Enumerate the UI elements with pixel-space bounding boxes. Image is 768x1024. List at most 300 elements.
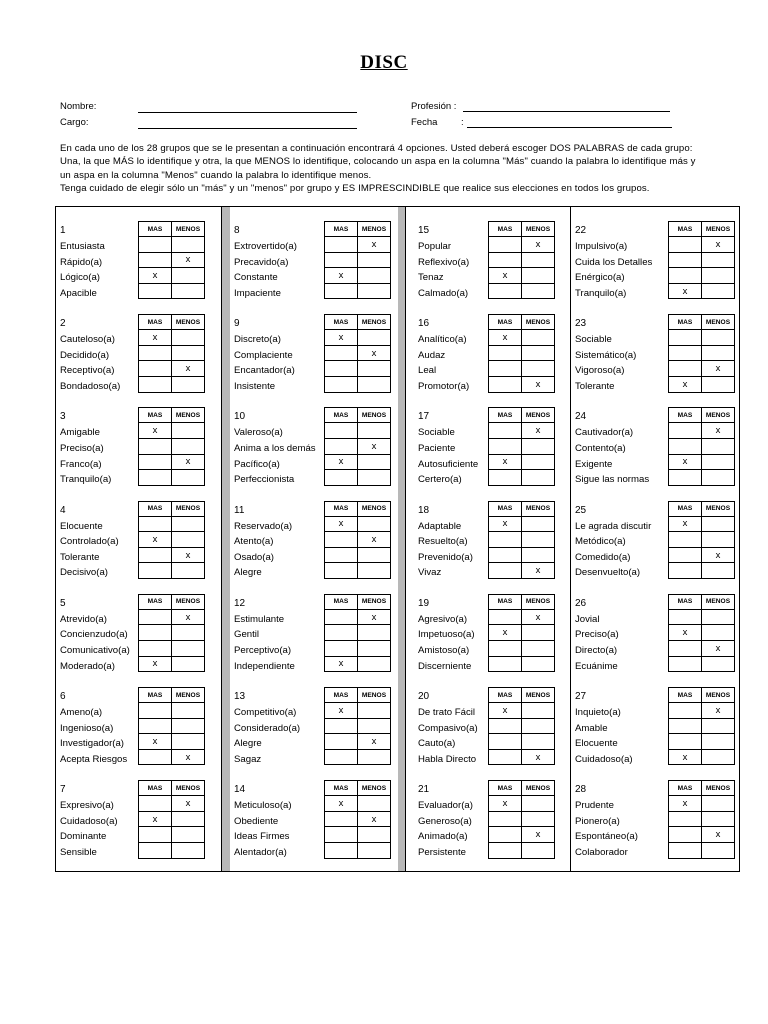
menos-checkbox[interactable]: x — [522, 827, 555, 843]
menos-checkbox[interactable]: x — [358, 532, 391, 548]
fecha-field[interactable] — [467, 127, 672, 128]
group-word: Lógico(a) — [60, 272, 100, 284]
menos-checkbox[interactable] — [522, 640, 555, 656]
group-word: Rápido(a) — [60, 256, 103, 268]
menos-checkbox[interactable]: x — [172, 749, 205, 765]
menos-checkbox[interactable] — [358, 718, 391, 734]
profesion-field[interactable] — [463, 111, 670, 112]
mas-checkbox[interactable] — [669, 703, 702, 719]
group-word: Tolerante — [60, 551, 100, 563]
menos-checkbox[interactable] — [522, 734, 555, 750]
menos-checkbox[interactable] — [522, 718, 555, 734]
menos-checkbox[interactable] — [172, 842, 205, 858]
answer-table — [488, 501, 555, 579]
menos-checkbox[interactable] — [172, 625, 205, 641]
mas-checkbox[interactable] — [139, 563, 172, 579]
menos-checkbox[interactable] — [172, 438, 205, 454]
mas-checkbox[interactable] — [489, 237, 522, 253]
group-word: Dominante — [60, 831, 107, 843]
mas-checkbox[interactable] — [139, 283, 172, 299]
menos-checkbox[interactable] — [702, 454, 735, 470]
mas-checkbox[interactable] — [325, 345, 358, 361]
mas-checkbox[interactable] — [139, 470, 172, 486]
mas-header: MAS — [669, 501, 702, 516]
menos-checkbox[interactable] — [172, 563, 205, 579]
mas-checkbox[interactable] — [489, 656, 522, 672]
menos-checkbox[interactable] — [358, 640, 391, 656]
menos-checkbox[interactable] — [702, 625, 735, 641]
mas-checkbox[interactable] — [669, 361, 702, 377]
menos-checkbox[interactable] — [172, 376, 205, 392]
mas-checkbox[interactable] — [325, 532, 358, 548]
mas-checkbox[interactable] — [325, 563, 358, 579]
menos-checkbox[interactable]: x — [702, 640, 735, 656]
mas-header: MAS — [489, 222, 522, 237]
menos-checkbox[interactable] — [522, 470, 555, 486]
group-word: Metódico(a) — [575, 536, 626, 548]
mas-checkbox[interactable] — [489, 563, 522, 579]
mas-header: MAS — [139, 408, 172, 423]
group-word: Expresivo(a) — [60, 800, 114, 812]
menos-checkbox[interactable] — [702, 532, 735, 548]
menos-checkbox[interactable] — [522, 842, 555, 858]
mas-checkbox[interactable]: x — [139, 268, 172, 284]
menos-checkbox[interactable] — [358, 470, 391, 486]
menos-checkbox[interactable] — [172, 268, 205, 284]
mas-checkbox[interactable] — [139, 252, 172, 268]
group-word: Ameno(a) — [60, 707, 103, 718]
menos-checkbox[interactable] — [702, 656, 735, 672]
menos-header: MENOS — [702, 315, 735, 330]
menos-checkbox[interactable] — [522, 345, 555, 361]
mas-checkbox[interactable] — [139, 237, 172, 253]
mas-checkbox[interactable] — [489, 470, 522, 486]
menos-checkbox[interactable] — [702, 268, 735, 284]
group-word: Cuidadoso(a) — [575, 753, 633, 765]
mas-checkbox[interactable]: x — [489, 454, 522, 470]
mas-checkbox[interactable]: x — [139, 330, 172, 346]
mas-checkbox[interactable] — [669, 470, 702, 486]
group-word: Competitivo(a) — [234, 707, 297, 718]
menos-checkbox[interactable] — [172, 330, 205, 346]
menos-checkbox[interactable]: x — [358, 438, 391, 454]
mas-checkbox[interactable] — [489, 842, 522, 858]
mas-checkbox[interactable] — [139, 640, 172, 656]
cargo-field[interactable] — [138, 128, 357, 129]
mas-checkbox[interactable] — [325, 842, 358, 858]
group-word: Valeroso(a) — [234, 427, 283, 439]
mas-checkbox[interactable]: x — [489, 625, 522, 641]
menos-checkbox[interactable] — [522, 454, 555, 470]
group-word: Encantador(a) — [234, 365, 295, 377]
group-word: Prudente — [575, 800, 614, 812]
mas-checkbox[interactable]: x — [325, 656, 358, 672]
group-word: Cuidadoso(a) — [60, 815, 118, 827]
menos-checkbox[interactable]: x — [702, 827, 735, 843]
mas-checkbox[interactable] — [139, 703, 172, 719]
menos-checkbox[interactable]: x — [358, 609, 391, 625]
word-group — [230, 207, 405, 300]
mas-checkbox[interactable] — [489, 532, 522, 548]
mas-header: MAS — [489, 315, 522, 330]
mas-checkbox[interactable] — [139, 718, 172, 734]
menos-checkbox[interactable]: x — [358, 237, 391, 253]
page-title: DISC — [360, 52, 408, 73]
group-word: Pionero(a) — [575, 815, 620, 827]
mas-checkbox[interactable] — [139, 345, 172, 361]
menos-checkbox[interactable] — [702, 283, 735, 299]
mas-checkbox[interactable] — [489, 438, 522, 454]
menos-checkbox[interactable] — [522, 438, 555, 454]
mas-checkbox[interactable] — [489, 640, 522, 656]
menos-checkbox[interactable] — [522, 547, 555, 563]
menos-checkbox[interactable] — [702, 330, 735, 346]
menos-checkbox[interactable] — [702, 842, 735, 858]
mas-checkbox[interactable]: x — [489, 516, 522, 532]
menos-checkbox[interactable] — [172, 703, 205, 719]
group-number: 24 — [575, 411, 587, 423]
mas-checkbox[interactable] — [325, 547, 358, 563]
mas-checkbox[interactable] — [669, 656, 702, 672]
group-word: Atento(a) — [234, 536, 274, 548]
group-number: 27 — [575, 691, 587, 702]
menos-checkbox[interactable] — [702, 438, 735, 454]
word-group — [230, 393, 405, 486]
mas-checkbox[interactable] — [489, 827, 522, 843]
mas-header: MAS — [325, 315, 358, 330]
menos-checkbox[interactable] — [358, 330, 391, 346]
word-group — [571, 207, 741, 300]
mas-checkbox[interactable] — [325, 470, 358, 486]
menos-checkbox[interactable] — [522, 796, 555, 812]
mas-checkbox[interactable]: x — [669, 376, 702, 392]
menos-checkbox[interactable]: x — [172, 609, 205, 625]
menos-checkbox[interactable] — [172, 656, 205, 672]
mas-checkbox[interactable]: x — [139, 656, 172, 672]
menos-checkbox[interactable] — [522, 532, 555, 548]
mas-checkbox[interactable]: x — [139, 532, 172, 548]
menos-checkbox[interactable] — [172, 283, 205, 299]
menos-checkbox[interactable] — [358, 842, 391, 858]
menos-checkbox[interactable]: x — [522, 237, 555, 253]
mas-checkbox[interactable] — [669, 563, 702, 579]
mas-checkbox[interactable] — [489, 361, 522, 377]
mas-header: MAS — [139, 222, 172, 237]
menos-checkbox[interactable] — [522, 252, 555, 268]
menos-checkbox[interactable] — [358, 749, 391, 765]
mas-checkbox[interactable] — [669, 547, 702, 563]
menos-checkbox[interactable]: x — [702, 703, 735, 719]
menos-checkbox[interactable] — [358, 563, 391, 579]
mas-header: MAS — [669, 688, 702, 703]
menos-checkbox[interactable]: x — [172, 547, 205, 563]
mas-checkbox[interactable] — [489, 811, 522, 827]
mas-checkbox[interactable] — [489, 345, 522, 361]
menos-checkbox[interactable]: x — [522, 609, 555, 625]
mas-checkbox[interactable] — [669, 532, 702, 548]
menos-header: MENOS — [358, 501, 391, 516]
menos-checkbox[interactable] — [702, 516, 735, 532]
answer-table — [324, 314, 391, 392]
menos-checkbox[interactable]: x — [522, 563, 555, 579]
mas-checkbox[interactable] — [489, 283, 522, 299]
menos-checkbox[interactable]: x — [172, 796, 205, 812]
fecha-colon: : — [461, 117, 464, 128]
group-word: Osado(a) — [234, 551, 274, 563]
menos-checkbox[interactable] — [172, 532, 205, 548]
mas-checkbox[interactable] — [325, 252, 358, 268]
mas-checkbox[interactable] — [489, 749, 522, 765]
mas-checkbox[interactable] — [669, 423, 702, 439]
mas-checkbox[interactable] — [325, 283, 358, 299]
menos-checkbox[interactable] — [522, 268, 555, 284]
menos-checkbox[interactable] — [358, 547, 391, 563]
group-word: Vivaz — [418, 567, 442, 579]
menos-header: MENOS — [358, 594, 391, 609]
group-word: Colaborador — [575, 846, 628, 858]
menos-checkbox[interactable] — [172, 827, 205, 843]
mas-checkbox[interactable] — [325, 361, 358, 377]
mas-checkbox[interactable] — [325, 376, 358, 392]
mas-checkbox[interactable]: x — [139, 811, 172, 827]
mas-checkbox[interactable] — [489, 423, 522, 439]
menos-checkbox[interactable] — [358, 268, 391, 284]
mas-checkbox[interactable] — [139, 516, 172, 532]
menos-header: MENOS — [522, 688, 555, 703]
group-word: Meticuloso(a) — [234, 800, 292, 812]
mas-checkbox[interactable]: x — [325, 796, 358, 812]
mas-checkbox[interactable]: x — [325, 330, 358, 346]
group-number: 18 — [418, 504, 430, 516]
mas-checkbox[interactable] — [139, 438, 172, 454]
menos-checkbox[interactable] — [172, 470, 205, 486]
menos-checkbox[interactable]: x — [172, 361, 205, 377]
mas-checkbox[interactable]: x — [669, 625, 702, 641]
mas-checkbox[interactable]: x — [139, 423, 172, 439]
mas-checkbox[interactable] — [325, 640, 358, 656]
mas-checkbox[interactable] — [325, 718, 358, 734]
group-column — [414, 207, 571, 871]
word-group — [230, 673, 405, 766]
mas-header: MAS — [139, 688, 172, 703]
mas-checkbox[interactable]: x — [669, 516, 702, 532]
menos-checkbox[interactable]: x — [702, 423, 735, 439]
word-group — [571, 300, 741, 393]
menos-checkbox[interactable] — [702, 718, 735, 734]
menos-checkbox[interactable] — [172, 345, 205, 361]
answer-table — [324, 780, 391, 858]
mas-checkbox[interactable] — [139, 827, 172, 843]
menos-checkbox[interactable] — [702, 796, 735, 812]
menos-checkbox[interactable]: x — [172, 454, 205, 470]
menos-checkbox[interactable]: x — [358, 345, 391, 361]
group-column — [571, 207, 741, 871]
menos-checkbox[interactable] — [358, 376, 391, 392]
mas-checkbox[interactable] — [669, 252, 702, 268]
menos-checkbox[interactable] — [172, 734, 205, 750]
answer-table — [488, 780, 555, 858]
menos-checkbox[interactable] — [522, 283, 555, 299]
mas-checkbox[interactable] — [139, 625, 172, 641]
menos-header: MENOS — [172, 781, 205, 796]
menos-checkbox[interactable] — [358, 283, 391, 299]
menos-checkbox[interactable] — [358, 796, 391, 812]
group-word: Tolerante — [575, 380, 615, 392]
mas-checkbox[interactable] — [669, 842, 702, 858]
mas-checkbox[interactable] — [669, 640, 702, 656]
menos-checkbox[interactable]: x — [172, 252, 205, 268]
mas-checkbox[interactable] — [139, 749, 172, 765]
mas-header: MAS — [139, 781, 172, 796]
mas-checkbox[interactable] — [489, 718, 522, 734]
menos-checkbox[interactable] — [702, 734, 735, 750]
mas-checkbox[interactable] — [139, 454, 172, 470]
mas-checkbox[interactable] — [669, 438, 702, 454]
answer-table — [488, 407, 555, 485]
menos-header: MENOS — [522, 781, 555, 796]
group-word: Estimulante — [234, 613, 285, 625]
mas-checkbox[interactable] — [325, 438, 358, 454]
menos-checkbox[interactable] — [172, 237, 205, 253]
mas-checkbox[interactable] — [325, 423, 358, 439]
menos-checkbox[interactable] — [522, 811, 555, 827]
word-group — [414, 766, 570, 859]
menos-checkbox[interactable] — [358, 361, 391, 377]
mas-checkbox[interactable] — [325, 811, 358, 827]
mas-checkbox[interactable] — [325, 827, 358, 843]
menos-checkbox[interactable] — [522, 516, 555, 532]
group-word: Tranquilo(a) — [575, 287, 627, 299]
menos-checkbox[interactable] — [358, 703, 391, 719]
menos-checkbox[interactable] — [358, 252, 391, 268]
mas-checkbox[interactable] — [669, 734, 702, 750]
group-word: Leal — [418, 365, 437, 377]
mas-checkbox[interactable]: x — [325, 516, 358, 532]
mas-checkbox[interactable] — [139, 376, 172, 392]
menos-checkbox[interactable]: x — [358, 734, 391, 750]
mas-checkbox[interactable] — [325, 625, 358, 641]
menos-checkbox[interactable] — [522, 361, 555, 377]
group-number: 21 — [418, 784, 430, 796]
mas-checkbox[interactable] — [669, 268, 702, 284]
group-word: Investigador(a) — [60, 738, 124, 750]
menos-checkbox[interactable] — [172, 718, 205, 734]
menos-checkbox[interactable] — [358, 625, 391, 641]
mas-checkbox[interactable] — [325, 749, 358, 765]
menos-checkbox[interactable] — [702, 252, 735, 268]
menos-checkbox[interactable] — [522, 656, 555, 672]
mas-header: MAS — [669, 222, 702, 237]
mas-checkbox[interactable] — [489, 609, 522, 625]
menos-checkbox[interactable] — [172, 516, 205, 532]
mas-checkbox[interactable] — [669, 609, 702, 625]
mas-checkbox[interactable] — [669, 330, 702, 346]
mas-checkbox[interactable] — [669, 237, 702, 253]
menos-checkbox[interactable] — [702, 470, 735, 486]
menos-checkbox[interactable] — [172, 640, 205, 656]
mas-checkbox[interactable]: x — [325, 454, 358, 470]
menos-checkbox[interactable] — [358, 454, 391, 470]
group-word: Discerniente — [418, 660, 472, 672]
menos-checkbox[interactable] — [702, 376, 735, 392]
mas-checkbox[interactable]: x — [489, 330, 522, 346]
mas-checkbox[interactable]: x — [139, 734, 172, 750]
word-group — [414, 673, 570, 766]
mas-checkbox[interactable]: x — [669, 749, 702, 765]
word-group — [56, 300, 221, 393]
mas-checkbox[interactable] — [669, 811, 702, 827]
menos-checkbox[interactable] — [358, 423, 391, 439]
mas-checkbox[interactable] — [325, 609, 358, 625]
menos-checkbox[interactable] — [702, 609, 735, 625]
menos-checkbox[interactable]: x — [702, 237, 735, 253]
menos-checkbox[interactable] — [702, 811, 735, 827]
menos-checkbox[interactable] — [358, 516, 391, 532]
mas-checkbox[interactable] — [489, 734, 522, 750]
mas-checkbox[interactable] — [325, 237, 358, 253]
group-word: Obediente — [234, 815, 279, 827]
mas-checkbox[interactable]: x — [325, 703, 358, 719]
mas-checkbox[interactable]: x — [489, 796, 522, 812]
mas-checkbox[interactable] — [669, 718, 702, 734]
mas-checkbox[interactable] — [139, 361, 172, 377]
menos-checkbox[interactable] — [522, 330, 555, 346]
menos-checkbox[interactable] — [358, 827, 391, 843]
mas-checkbox[interactable] — [669, 827, 702, 843]
mas-checkbox[interactable]: x — [669, 796, 702, 812]
mas-checkbox[interactable] — [139, 547, 172, 563]
menos-checkbox[interactable] — [172, 811, 205, 827]
answer-table — [138, 594, 205, 672]
mas-checkbox[interactable]: x — [489, 703, 522, 719]
word-group — [414, 207, 570, 300]
answer-table — [138, 687, 205, 765]
menos-checkbox[interactable] — [358, 656, 391, 672]
mas-checkbox[interactable] — [669, 345, 702, 361]
group-number: 10 — [234, 411, 246, 423]
menos-checkbox[interactable] — [522, 703, 555, 719]
menos-checkbox[interactable] — [522, 625, 555, 641]
menos-checkbox[interactable]: x — [702, 547, 735, 563]
mas-checkbox[interactable]: x — [669, 454, 702, 470]
menos-checkbox[interactable] — [702, 345, 735, 361]
menos-checkbox[interactable]: x — [358, 811, 391, 827]
mas-checkbox[interactable]: x — [669, 283, 702, 299]
nombre-field[interactable] — [138, 112, 357, 113]
menos-checkbox[interactable] — [172, 423, 205, 439]
mas-checkbox[interactable] — [139, 609, 172, 625]
group-number: 5 — [60, 597, 66, 609]
menos-checkbox[interactable]: x — [522, 423, 555, 439]
menos-header: MENOS — [522, 408, 555, 423]
mas-checkbox[interactable] — [139, 842, 172, 858]
group-word: Analítico(a) — [418, 334, 467, 346]
mas-checkbox[interactable]: x — [489, 268, 522, 284]
word-group — [230, 580, 405, 673]
menos-checkbox[interactable]: x — [522, 376, 555, 392]
group-word: Reservado(a) — [234, 520, 293, 532]
mas-checkbox[interactable]: x — [325, 268, 358, 284]
mas-checkbox[interactable] — [489, 252, 522, 268]
mas-checkbox[interactable] — [139, 796, 172, 812]
mas-checkbox[interactable] — [489, 547, 522, 563]
mas-checkbox[interactable] — [325, 734, 358, 750]
menos-checkbox[interactable]: x — [702, 361, 735, 377]
mas-checkbox[interactable] — [489, 376, 522, 392]
menos-checkbox[interactable] — [702, 749, 735, 765]
menos-checkbox[interactable]: x — [522, 749, 555, 765]
menos-checkbox[interactable] — [702, 563, 735, 579]
